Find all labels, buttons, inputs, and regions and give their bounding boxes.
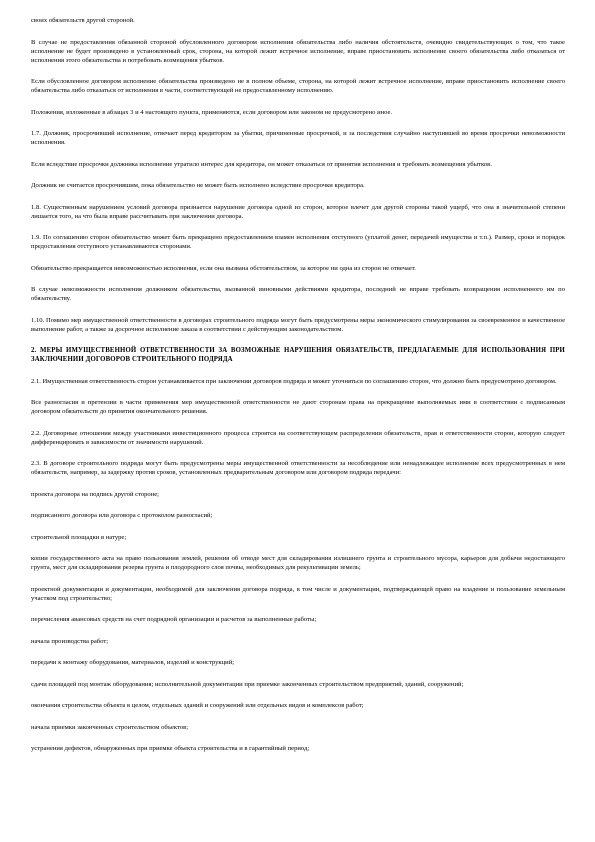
paragraph: 1.7. Должник, просрочивший исполнение, отвечает перед кредитором за убытки, причиненные просрочкой, и за последствия случайно наступившей во время просрочки невозможности исполнения. xyxy=(31,130,565,146)
section-heading: 2. МЕРЫ ИМУЩЕСТВЕННОЙ ОТВЕТСТВЕННОСТИ ЗА ВОЗМОЖНЫЕ НАРУШЕНИЯ ОБЯЗАТЕЛЬСТВ, ПРЕДЛАГАЕМЫЕ ДЛЯ ИСПОЛЬЗОВАНИЯ ПРИ ЗАКЛЮЧЕНИИ ДОГОВОРОВ СТРОИТЕЛЬНОГО ПОДРЯДА xyxy=(31,347,565,363)
paragraph: Если вследствие просрочки должника исполнение утратило интерес для кредитора, он может отказаться от принятия исполнения и требовать возмещения убытков. xyxy=(31,160,492,168)
list-item: перечисления авансовых средств на счет подрядной организации и расчетов за выполненные работы; xyxy=(31,616,317,623)
paragraph: Должник не считается просрочившим, пока обязательство не может быть исполнено вследствие просрочки кредитора. xyxy=(31,182,365,189)
list-item: проектной документации и документации, необходимой для заключения договора подряда, в том числе и документации, подтверждающей право на владение и пользование земельным участком под строительство; xyxy=(31,585,565,602)
list-item: сдачи площадей под монтаж оборудования; исполнительной документации при приемке законченных строительством предприятий, зданий, сооружений; xyxy=(31,680,464,688)
paragraph: 1.10. Помимо мер имущественной ответственности в договорах строительного подряда могут быть предусмотрены меры экономического стимулирования за своевременное и качественное выполнение работ, а также за досрочное исполнение заказа в соответствии с действующим законодательством. xyxy=(31,316,565,333)
paragraph: Положения, изложенные в абзацах 3 и 4 настоящего пункта, применяются, если договором или законом не предусмотрено иное. xyxy=(31,108,393,116)
list-item: окончания строительства объекта в целом, отдельных зданий и сооружений или отдельных видов и комплексов работ; xyxy=(31,702,364,709)
list-item: начала производства работ; xyxy=(31,637,109,645)
paragraph: В случае невозможности исполнения должником обязательства, вызванной виновными действиями кредитора, последний не вправе требовать возвращения исполненного им по обязательству. xyxy=(31,286,565,302)
list-item: копии государственного акта на право пользования землей, решения об отводе мест для складирования излишнего грунта и строительного мусора, карьеров для добычи недостающего грунта, мест для складирования резерва грунта и плодородного слоя почвы, необходимых для рекультивации земель; xyxy=(31,555,565,571)
paragraph: Все разногласия и претензии в части применения мер имущественной ответственности не дают сторонам права на прекращение выполняемых ими в соответствии с подписанным договором обязательств до принятия окончательного решения. xyxy=(31,399,565,415)
list-item: строительной площадки в натуре; xyxy=(31,533,127,541)
list-item: проекта договора на подпись другой стороне; xyxy=(31,490,160,498)
document-page xyxy=(31,16,565,766)
paragraph: 2.3. В договоре строительного подряда могут быть предусмотрены меры имущественной ответственности за несоблюдение или ненадлежащее исполнение всех предусмотренных в нем обязательств, например, за задержку против сроков, установленных предварительным договором или договором подряда передачи: xyxy=(31,460,565,476)
paragraph: Обязательство прекращается невозможностью исполнения, если она вызвана обстоятельством, за которое ни одна из сторон не отвечает. xyxy=(31,264,416,272)
paragraph: 2.2. Договорные отношения между участниками инвестиционного процесса строятся на соответствующем распределении обязательств, прав и ответственности сторон, которую следует дифференцировать в зависимости от значимости нарушений. xyxy=(31,429,565,446)
list-item: подписанного договора или договора с протоколом разногласий; xyxy=(31,512,213,519)
paragraph: 1.8. Существенным нарушением условий договора признается нарушение договора одной из сторон, которое влечет для другой стороны такой ущерб, что она в значительной степени лишается того, на что была вправе рассчитывать при заключении договора. xyxy=(31,203,565,220)
paragraph: 1.9. По соглашению сторон обязательство может быть прекращено предоставлением взамен исполнения отступного (уплатой денег, передачей имущества и т.п.). Размер, сроки и порядок предоставления отступного устанавливаются сторонами. xyxy=(31,234,565,250)
list-item: устранения дефектов, обнаруженных при приемке объекта строительства и в гарантийный период; xyxy=(31,745,310,752)
list-item: начала приемки законченных строительством объектов; xyxy=(31,723,189,731)
paragraph: 2.1. Имущественная ответственность сторон устанавливается при заключении договоров подряда и может уточняться по соглашению сторон, что должно быть предусмотрено договором. xyxy=(31,377,557,385)
paragraph: Если обусловленное договором исполнение обязательства произведено не в полном объеме, сторона, на которой лежит встречное исполнение, вправе приостановить исполнение своего обязательства либо отказаться от исполнения в части, соответствующей не предоставленному исполнению. xyxy=(31,78,565,94)
list-item: передачи к монтажу оборудования, материалов, изделий и конструкций; xyxy=(31,659,235,666)
paragraph: В случае не предоставления обязанной стороной обусловленного договором исполнения обязательства либо наличия обстоятельств, очевидно свидетельствующих о том, что такое исполнение не будет произведено в установленный срок, сторона, на которой лежит встречное исполнение, вправе приостановить исполнение своего обязательства либо отказаться от исполнения этого обязательства и потребовать возмещения убытков. xyxy=(31,38,565,64)
paragraph: своих обязательств другой стороной. xyxy=(31,17,135,24)
